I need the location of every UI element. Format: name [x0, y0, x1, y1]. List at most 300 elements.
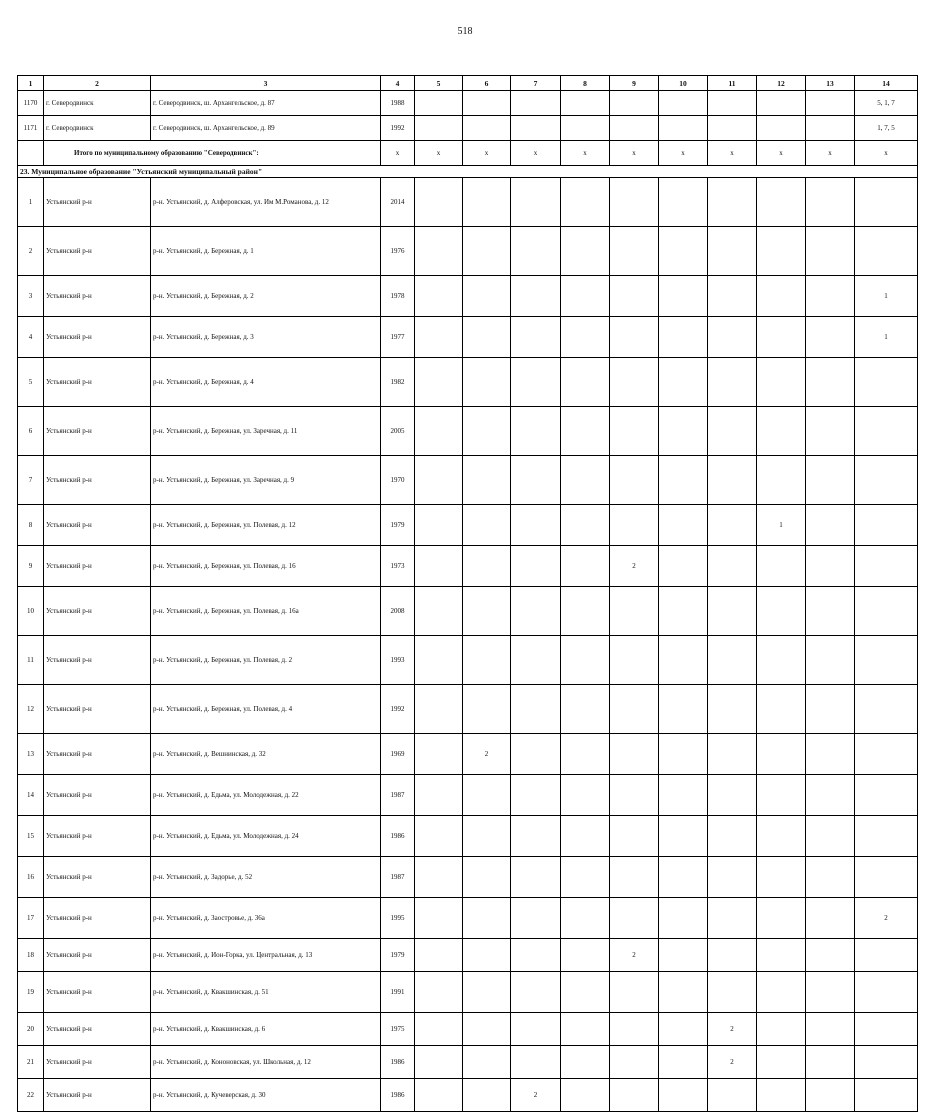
value-cell-col-8	[561, 939, 610, 972]
value-cell-col-12	[757, 636, 806, 685]
value-cell-col-11: 2	[708, 1013, 757, 1046]
address-cell: г. Северодвинск, ш. Архангельское, д. 87	[151, 91, 381, 116]
value-cell-col-6	[463, 317, 511, 358]
year-cell: 1992	[381, 685, 415, 734]
municipality-cell: Устьянский р-н	[44, 546, 151, 587]
value-cell-col-13	[806, 358, 855, 407]
value-cell-col-8	[561, 1046, 610, 1079]
value-cell-col-5	[415, 857, 463, 898]
total-mark: x	[463, 141, 511, 166]
value-cell-col-9	[610, 1013, 659, 1046]
value-cell-col-6	[463, 775, 511, 816]
total-mark: x	[381, 141, 415, 166]
value-cell-col-7	[511, 685, 561, 734]
year-cell: 1979	[381, 939, 415, 972]
value-cell-col-13	[806, 734, 855, 775]
column-header-7: 7	[511, 76, 561, 91]
value-cell-col-8	[561, 456, 610, 505]
value-cell-col-8	[561, 816, 610, 857]
total-row	[18, 141, 918, 166]
year-cell: 1976	[381, 227, 415, 276]
value-cell-col-9	[610, 358, 659, 407]
value-cell-col-13	[855, 636, 918, 685]
total-mark: x	[757, 141, 806, 166]
value-cell-col-13	[806, 116, 855, 141]
value-cell-col-6	[463, 358, 511, 407]
total-mark: x	[659, 141, 708, 166]
municipality-cell: Устьянский р-н	[44, 407, 151, 456]
row-number: 18	[18, 939, 44, 972]
value-cell-col-9	[610, 505, 659, 546]
value-cell-col-8	[561, 407, 610, 456]
address-cell: р-н. Устьянский, д. Едьма, ул. Молодежная, д. 22	[151, 775, 381, 816]
row-number: 15	[18, 816, 44, 857]
value-cell-col-13	[806, 276, 855, 317]
address-cell: р-н. Устьянский, д. Бережная, ул. Полевая, д. 4	[151, 685, 381, 734]
total-mark: x	[561, 141, 610, 166]
row-number: 19	[18, 972, 44, 1013]
row-number: 21	[18, 1046, 44, 1079]
value-cell-col-12	[757, 116, 806, 141]
address-cell: р-н. Устьянский, д. Бережная, ул. Заречная, д. 11	[151, 407, 381, 456]
municipality-cell: Устьянский р-н	[44, 1079, 151, 1112]
section-row	[18, 166, 918, 178]
value-cell-col-13	[806, 816, 855, 857]
value-cell-col-12	[757, 1079, 806, 1112]
value-cell-col-13	[806, 636, 855, 685]
value-cell-col-10	[659, 358, 708, 407]
address-cell: р-н. Устьянский, д. Квакшинская, д. 51	[151, 972, 381, 1013]
address-cell: р-н. Устьянский, д. Едьма, ул. Молодежная, д. 24	[151, 816, 381, 857]
address-cell: р-н. Устьянский, д. Квакшинская, д. 6	[151, 1013, 381, 1046]
value-cell-col-6	[463, 898, 511, 939]
value-cell-col-5	[415, 358, 463, 407]
value-cell-col-6	[463, 91, 511, 116]
column-header-row	[18, 76, 918, 91]
value-cell-col-13	[806, 775, 855, 816]
municipality-cell: Устьянский р-н	[44, 898, 151, 939]
value-cell-col-12	[757, 939, 806, 972]
value-cell-col-5	[415, 685, 463, 734]
value-cell-col-5	[415, 734, 463, 775]
value-cell-col-7	[511, 1046, 561, 1079]
row-number: 10	[18, 587, 44, 636]
value-cell-col-8	[561, 116, 610, 141]
value-cell-col-7	[511, 276, 561, 317]
value-cell-col-5	[415, 1046, 463, 1079]
value-cell-col-13	[806, 456, 855, 505]
value-cell-col-5	[415, 116, 463, 141]
value-cell-col-7	[511, 857, 561, 898]
table-body	[18, 91, 918, 1112]
value-cell-col-13	[855, 816, 918, 857]
value-cell-col-11	[708, 317, 757, 358]
value-cell-col-5	[415, 972, 463, 1013]
value-cell-col-11	[708, 178, 757, 227]
value-cell-col-13: 1	[855, 276, 918, 317]
row-number: 17	[18, 898, 44, 939]
municipality-cell: Устьянский р-н	[44, 734, 151, 775]
value-cell-col-7	[511, 898, 561, 939]
year-cell: 1986	[381, 1079, 415, 1112]
value-cell-col-9	[610, 587, 659, 636]
value-cell-col-10	[659, 775, 708, 816]
value-cell-col-5	[415, 816, 463, 857]
row-number: 11	[18, 636, 44, 685]
table-row	[18, 227, 918, 276]
value-cell-col-13	[855, 227, 918, 276]
value-cell-col-11	[708, 546, 757, 587]
address-cell: р-н. Устьянский, д. Кононовская, ул. Школьная, д. 12	[151, 1046, 381, 1079]
value-cell-col-9	[610, 116, 659, 141]
year-cell: 1987	[381, 775, 415, 816]
value-cell-col-8	[561, 734, 610, 775]
value-cell-col-6	[463, 1079, 511, 1112]
value-cell-col-8	[561, 685, 610, 734]
year-cell: 1975	[381, 1013, 415, 1046]
year-cell: 1992	[381, 116, 415, 141]
municipality-cell: Устьянский р-н	[44, 857, 151, 898]
table-row	[18, 317, 918, 358]
table-row	[18, 587, 918, 636]
value-cell-col-11	[708, 276, 757, 317]
value-cell-col-6	[463, 636, 511, 685]
row-number: 8	[18, 505, 44, 546]
value-cell-col-13: 1, 7, 5	[855, 116, 918, 141]
value-cell-col-13	[806, 91, 855, 116]
value-cell-col-7	[511, 317, 561, 358]
value-cell-col-5	[415, 636, 463, 685]
value-cell-col-5	[415, 317, 463, 358]
value-cell-col-5	[415, 227, 463, 276]
value-cell-col-13	[855, 178, 918, 227]
value-cell-col-10	[659, 587, 708, 636]
value-cell-col-13	[855, 1079, 918, 1112]
value-cell-col-10	[659, 857, 708, 898]
value-cell-col-10	[659, 227, 708, 276]
row-number: 6	[18, 407, 44, 456]
municipality-cell: Устьянский р-н	[44, 1046, 151, 1079]
value-cell-col-6	[463, 276, 511, 317]
address-cell: р-н. Устьянский, д. Кучеверская, д. 30	[151, 1079, 381, 1112]
value-cell-col-11	[708, 898, 757, 939]
value-cell-col-5	[415, 587, 463, 636]
total-mark: x	[806, 141, 855, 166]
value-cell-col-9	[610, 857, 659, 898]
value-cell-col-10	[659, 91, 708, 116]
column-header-8: 8	[561, 76, 610, 91]
value-cell-col-13	[855, 1046, 918, 1079]
municipality-cell: Устьянский р-н	[44, 178, 151, 227]
table-row	[18, 358, 918, 407]
value-cell-col-10	[659, 505, 708, 546]
table-row	[18, 178, 918, 227]
row-number: 3	[18, 276, 44, 317]
year-cell: 2014	[381, 178, 415, 227]
value-cell-col-8	[561, 972, 610, 1013]
value-cell-col-7	[511, 116, 561, 141]
year-cell: 2008	[381, 587, 415, 636]
value-cell-col-13	[855, 1013, 918, 1046]
value-cell-col-9	[610, 775, 659, 816]
municipality-cell: Устьянский р-н	[44, 685, 151, 734]
municipality-cell: Устьянский р-н	[44, 775, 151, 816]
municipality-cell: Устьянский р-н	[44, 358, 151, 407]
value-cell-col-11	[708, 857, 757, 898]
value-cell-col-12: 1	[757, 505, 806, 546]
address-cell: р-н. Устьянский, д. Бережная, ул. Заречная, д. 9	[151, 456, 381, 505]
value-cell-col-6	[463, 685, 511, 734]
value-cell-col-5	[415, 178, 463, 227]
row-number: 13	[18, 734, 44, 775]
table-row	[18, 636, 918, 685]
value-cell-col-9	[610, 456, 659, 505]
row-number: 1170	[18, 91, 44, 116]
year-cell: 1979	[381, 505, 415, 546]
page-number: 518	[457, 26, 473, 37]
value-cell-col-13	[855, 857, 918, 898]
value-cell-col-11	[708, 939, 757, 972]
value-cell-col-8	[561, 857, 610, 898]
column-header-3: 3	[151, 76, 381, 91]
value-cell-col-10	[659, 636, 708, 685]
row-number: 2	[18, 227, 44, 276]
value-cell-col-11	[708, 816, 757, 857]
municipality-cell: Устьянский р-н	[44, 1013, 151, 1046]
column-header-4: 4	[381, 76, 415, 91]
year-cell: 1988	[381, 91, 415, 116]
value-cell-col-12	[757, 775, 806, 816]
table-row	[18, 276, 918, 317]
table-row	[18, 407, 918, 456]
value-cell-col-5	[415, 505, 463, 546]
value-cell-col-7	[511, 972, 561, 1013]
total-mark: x	[511, 141, 561, 166]
value-cell-col-13	[855, 939, 918, 972]
value-cell-col-12	[757, 276, 806, 317]
value-cell-col-6	[463, 456, 511, 505]
value-cell-col-10	[659, 1079, 708, 1112]
value-cell-col-10	[659, 407, 708, 456]
value-cell-col-8	[561, 898, 610, 939]
value-cell-col-6	[463, 116, 511, 141]
municipality-cell: Устьянский р-н	[44, 587, 151, 636]
value-cell-col-6: 2	[463, 734, 511, 775]
value-cell-col-13	[855, 775, 918, 816]
value-cell-col-11	[708, 587, 757, 636]
value-cell-col-11	[708, 227, 757, 276]
value-cell-col-11	[708, 91, 757, 116]
value-cell-col-13	[806, 1046, 855, 1079]
value-cell-col-8	[561, 587, 610, 636]
municipality-cell: Устьянский р-н	[44, 505, 151, 546]
value-cell-col-9	[610, 276, 659, 317]
value-cell-col-13	[806, 546, 855, 587]
value-cell-col-6	[463, 407, 511, 456]
address-cell: р-н. Устьянский, д. Алферовская, ул. Им М.Романова, д. 12	[151, 178, 381, 227]
value-cell-col-13: 1	[855, 317, 918, 358]
address-cell: р-н. Устьянский, д. Бережная, ул. Полевая, д. 12	[151, 505, 381, 546]
year-cell: 1977	[381, 317, 415, 358]
row-number: 7	[18, 456, 44, 505]
value-cell-col-12	[757, 587, 806, 636]
row-number: 14	[18, 775, 44, 816]
value-cell-col-12	[757, 972, 806, 1013]
value-cell-col-10	[659, 317, 708, 358]
municipality-cell: г. Северодвинск	[44, 116, 151, 141]
value-cell-col-9	[610, 734, 659, 775]
value-cell-col-9	[610, 1079, 659, 1112]
value-cell-col-7: 2	[511, 1079, 561, 1112]
value-cell-col-13: 2	[855, 898, 918, 939]
value-cell-col-10	[659, 116, 708, 141]
value-cell-col-5	[415, 939, 463, 972]
section-title: 23. Муниципальное образование "Устьянский муниципальный район"	[18, 166, 918, 178]
value-cell-col-5	[415, 546, 463, 587]
value-cell-col-5	[415, 898, 463, 939]
address-cell: р-н. Устьянский, д. Бережная, д. 2	[151, 276, 381, 317]
value-cell-col-7	[511, 636, 561, 685]
value-cell-col-7	[511, 505, 561, 546]
value-cell-col-6	[463, 816, 511, 857]
municipality-cell: Устьянский р-н	[44, 636, 151, 685]
municipality-cell: Устьянский р-н	[44, 317, 151, 358]
total-mark: x	[610, 141, 659, 166]
total-mark: x	[855, 141, 918, 166]
year-cell: 1982	[381, 358, 415, 407]
value-cell-col-9	[610, 227, 659, 276]
table-row	[18, 816, 918, 857]
value-cell-col-13	[806, 898, 855, 939]
address-cell: р-н. Устьянский, д. Ион-Горка, ул. Центральная, д. 13	[151, 939, 381, 972]
value-cell-col-11	[708, 1079, 757, 1112]
column-header-5: 5	[415, 76, 463, 91]
address-cell: р-н. Устьянский, д. Бережная, ул. Полевая, д. 2	[151, 636, 381, 685]
value-cell-col-10	[659, 898, 708, 939]
value-cell-col-13	[806, 407, 855, 456]
value-cell-col-11	[708, 734, 757, 775]
value-cell-col-6	[463, 972, 511, 1013]
value-cell-col-11: 2	[708, 1046, 757, 1079]
total-mark: x	[415, 141, 463, 166]
year-cell: 1995	[381, 898, 415, 939]
value-cell-col-13	[806, 939, 855, 972]
value-cell-col-8	[561, 505, 610, 546]
value-cell-col-9	[610, 972, 659, 1013]
value-cell-col-11	[708, 505, 757, 546]
column-header-12: 12	[757, 76, 806, 91]
value-cell-col-5	[415, 775, 463, 816]
registry-table-wrapper	[17, 75, 905, 1099]
value-cell-col-7	[511, 734, 561, 775]
value-cell-col-8	[561, 91, 610, 116]
column-header-13: 13	[806, 76, 855, 91]
table-row	[18, 775, 918, 816]
value-cell-col-8	[561, 276, 610, 317]
value-cell-col-6	[463, 505, 511, 546]
value-cell-col-10	[659, 972, 708, 1013]
value-cell-col-11	[708, 116, 757, 141]
value-cell-col-7	[511, 1013, 561, 1046]
table-row	[18, 546, 918, 587]
value-cell-col-7	[511, 775, 561, 816]
value-cell-col-10	[659, 178, 708, 227]
value-cell-col-10	[659, 1013, 708, 1046]
address-cell: р-н. Устьянский, д. Бережная, д. 3	[151, 317, 381, 358]
year-cell: 1991	[381, 972, 415, 1013]
value-cell-col-13	[806, 178, 855, 227]
value-cell-col-9: 2	[610, 939, 659, 972]
table-row	[18, 1079, 918, 1112]
year-cell: 1986	[381, 1046, 415, 1079]
year-cell: 1978	[381, 276, 415, 317]
table-row	[18, 857, 918, 898]
value-cell-col-11	[708, 972, 757, 1013]
municipality-cell: Устьянский р-н	[44, 456, 151, 505]
address-cell: р-н. Устьянский, д. Бережная, д. 1	[151, 227, 381, 276]
value-cell-col-13	[855, 546, 918, 587]
year-cell: 1993	[381, 636, 415, 685]
value-cell-col-7	[511, 587, 561, 636]
table-row	[18, 685, 918, 734]
value-cell-col-7	[511, 178, 561, 227]
value-cell-col-12	[757, 91, 806, 116]
table-row	[18, 116, 918, 141]
value-cell-col-5	[415, 407, 463, 456]
total-mark: x	[708, 141, 757, 166]
value-cell-col-9	[610, 407, 659, 456]
value-cell-col-6	[463, 857, 511, 898]
value-cell-col-10	[659, 276, 708, 317]
value-cell-col-9: 2	[610, 546, 659, 587]
value-cell-col-12	[757, 358, 806, 407]
value-cell-col-5	[415, 456, 463, 505]
column-header-10: 10	[659, 76, 708, 91]
municipality-cell: Устьянский р-н	[44, 227, 151, 276]
value-cell-col-10	[659, 816, 708, 857]
value-cell-col-12	[757, 456, 806, 505]
value-cell-col-6	[463, 546, 511, 587]
municipality-cell: Устьянский р-н	[44, 816, 151, 857]
value-cell-col-8	[561, 1079, 610, 1112]
value-cell-col-13	[855, 734, 918, 775]
year-cell: 1973	[381, 546, 415, 587]
value-cell-col-13	[806, 1013, 855, 1046]
value-cell-col-13	[806, 587, 855, 636]
value-cell-col-12	[757, 317, 806, 358]
value-cell-col-5	[415, 276, 463, 317]
value-cell-col-13	[806, 685, 855, 734]
value-cell-col-13	[806, 1079, 855, 1112]
value-cell-col-12	[757, 898, 806, 939]
value-cell-col-10	[659, 939, 708, 972]
address-cell: г. Северодвинск, ш. Архангельское, д. 89	[151, 116, 381, 141]
value-cell-col-8	[561, 227, 610, 276]
row-number: 4	[18, 317, 44, 358]
value-cell-col-9	[610, 178, 659, 227]
value-cell-col-13	[855, 407, 918, 456]
table-row	[18, 898, 918, 939]
value-cell-col-11	[708, 685, 757, 734]
value-cell-col-13	[855, 358, 918, 407]
value-cell-col-12	[757, 227, 806, 276]
value-cell-col-12	[757, 1046, 806, 1079]
value-cell-col-8	[561, 636, 610, 685]
table-row	[18, 1013, 918, 1046]
total-blank-cell	[18, 141, 44, 166]
column-header-6: 6	[463, 76, 511, 91]
value-cell-col-11	[708, 407, 757, 456]
